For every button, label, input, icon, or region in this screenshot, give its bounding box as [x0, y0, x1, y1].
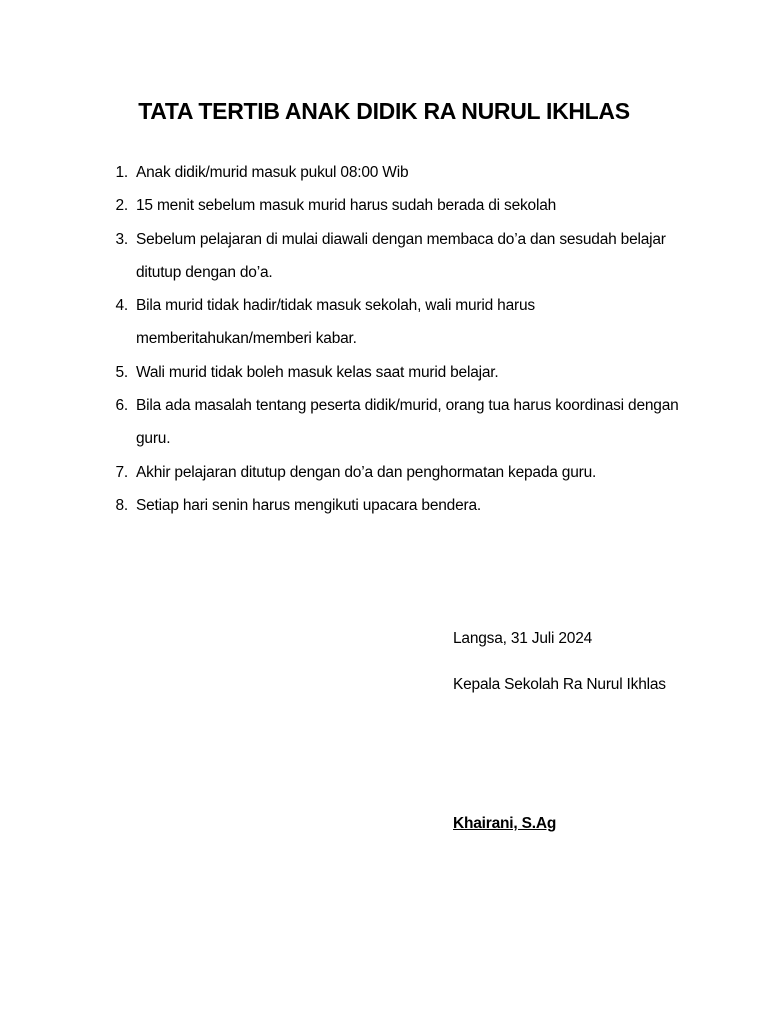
rule-number: 1. [115, 164, 128, 181]
rule-text: 15 menit sebelum masuk murid harus sudah berada di sekolah [136, 197, 557, 215]
rule-text: Bila ada masalah tentang peserta didik/murid, orang tua harus koordinasi dengan guru. [136, 397, 679, 448]
document-title: TATA TERTIB ANAK DIDIK RA NURUL IKHLAS [138, 98, 630, 124]
rule-number: 2. [115, 197, 128, 215]
rule-number: 7. [115, 463, 128, 481]
rule-item [110, 456, 690, 489]
rule-item [110, 389, 690, 456]
rule-item [110, 156, 690, 189]
rule-item [110, 289, 690, 356]
rule-number: 6. [115, 397, 128, 415]
rule-item [110, 489, 690, 522]
rule-text: Bila murid tidak hadir/tidak masuk sekolah, wali murid harus memberitahukan/memberi kabar. [136, 297, 535, 348]
rule-number: 5. [115, 363, 128, 381]
rule-item [110, 189, 690, 222]
rule-text: Wali murid tidak boleh masuk kelas saat murid belajar. [136, 363, 499, 381]
rule-text: Akhir pelajaran ditutup dengan do’a dan penghormatan kepada guru. [136, 463, 597, 481]
rule-item [110, 223, 690, 290]
signer-position: Kepala Sekolah Ra Nurul Ikhlas [453, 676, 666, 693]
rule-text: Setiap hari senin harus mengikuti upacara bendera. [136, 496, 482, 514]
rule-number: 8. [115, 496, 128, 514]
place-date: Langsa, 31 Juli 2024 [453, 630, 593, 647]
rules-list [110, 156, 690, 522]
rule-number: 4. [115, 297, 128, 315]
rule-item [110, 356, 690, 389]
rule-text: Anak didik/murid masuk pukul 08:00 Wib [136, 164, 409, 181]
rule-text: Sebelum pelajaran di mulai diawali dengan membaca do’a dan sesudah belajar ditutup dengan do’a. [136, 230, 666, 281]
signer-name: Khairani, S.Ag [453, 815, 557, 832]
rule-number: 3. [115, 230, 128, 248]
